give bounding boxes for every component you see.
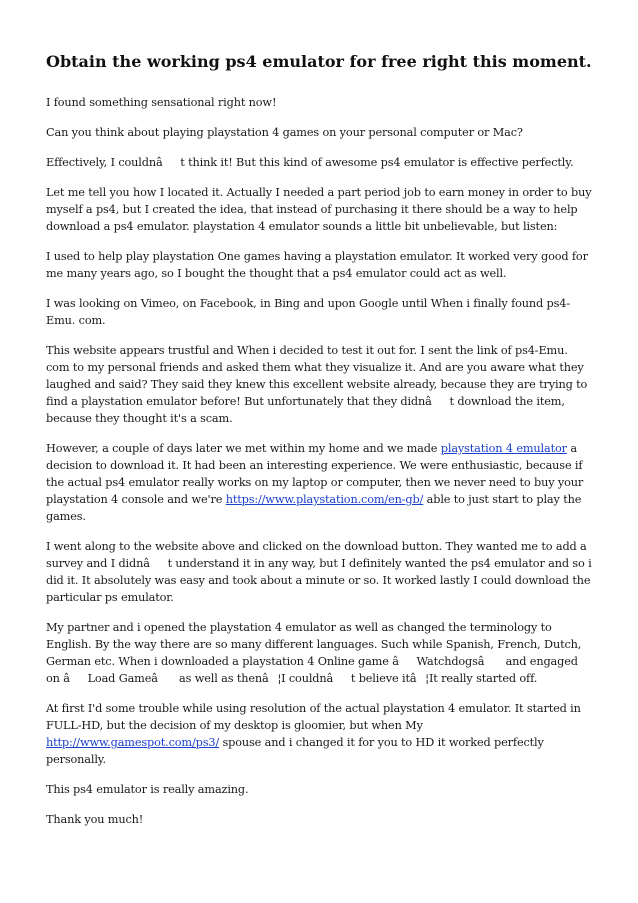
paragraph-7: This website appears trustful and When i decided to test it out for. I sent the link of ps4-Emu. com to my personal friends and asked them what they visualize it. And are you aware what they laughed and said? They said they knew this excellent website already, because they are trying to find a playstation emulator before! But unfortunately that they didnât download the item, because they thought it's a scam.	[46, 344, 588, 425]
page-title: Obtain the working ps4 emulator for free right this moment.	[46, 52, 592, 71]
paragraph-4: Let me tell you how I located it. Actually I needed a part period job to earn money in order to buy myself a ps4, but I created the idea, that instead of purchasing it there should be a way to help download a ps4 emulator. playstation 4 emulator sounds a little bit unbelievable, but listen:	[46, 186, 592, 233]
paragraph-3: Effectively, I couldnât think it! But this kind of awesome ps4 emulator is effective perfectly.	[46, 156, 574, 169]
paragraph-8-text-b: a decision to download it. It had been an interesting experience. We were enthusiastic, because if the actual ps4 emulator really works on my laptop or computer, then we never need to buy your playstation 4 console and we're	[46, 442, 584, 506]
paragraph-11-text-a: At first I'd some trouble while using resolution of the actual playstation 4 emulator. It started in FULL-HD, but the decision of my desktop is gloomier, but when My	[46, 702, 581, 732]
paragraph-1: I found something sensational right now!	[46, 96, 277, 109]
paragraph-6: I was looking on Vimeo, on Facebook, in Bing and upon Google until When i finally found ps4-Emu. com.	[46, 297, 570, 327]
paragraph-9: I went along to the website above and clicked on the download button. They wanted me to add a survey and I didnât understand it in any way, but I definitely wanted the ps4 emulator and so i did it. It absolutely was easy and took about a minute or so. It worked lastly I could download the particular ps emulator.	[46, 540, 592, 604]
paragraph-12: This ps4 emulator is really amazing.	[46, 783, 249, 796]
paragraph-8-text-c: able to just start to play the games.	[46, 493, 582, 523]
paragraph-8	[46, 440, 594, 525]
paragraph-11	[46, 700, 594, 768]
playstation-site-link[interactable]: https://www.playstation.com/en-gb/	[225, 493, 424, 506]
paragraph-10: My partner and i opened the playstation 4 emulator as well as changed the terminology to English. By the way there are so many different languages. Such while Spanish, French, Dutch, German etc. When i downloaded a playstation 4 Online game âWatchdogsâ and engaged on âLoad Gameâ as well as thenâ¦I couldnât believe itâ¦It really started off.	[46, 621, 582, 685]
playstation-emulator-link[interactable]: playstation 4 emulator	[440, 442, 567, 455]
paragraph-8-text-a: However, a couple of days later we met within my home and we made	[46, 442, 441, 455]
paragraph-2: Can you think about playing playstation 4 games on your personal computer or Mac?	[46, 126, 523, 139]
gamespot-link[interactable]: http://www.gamespot.com/ps3/	[46, 736, 220, 749]
paragraph-11-text-b: spouse and i changed it for you to HD it worked perfectly personally.	[46, 736, 544, 766]
paragraph-5: I used to help play playstation One games having a playstation emulator. It worked very good for me many years ago, so I bought the thought that a ps4 emulator could act as well.	[46, 250, 588, 280]
document-page	[46, 52, 594, 841]
paragraph-13: Thank you much!	[46, 813, 144, 826]
